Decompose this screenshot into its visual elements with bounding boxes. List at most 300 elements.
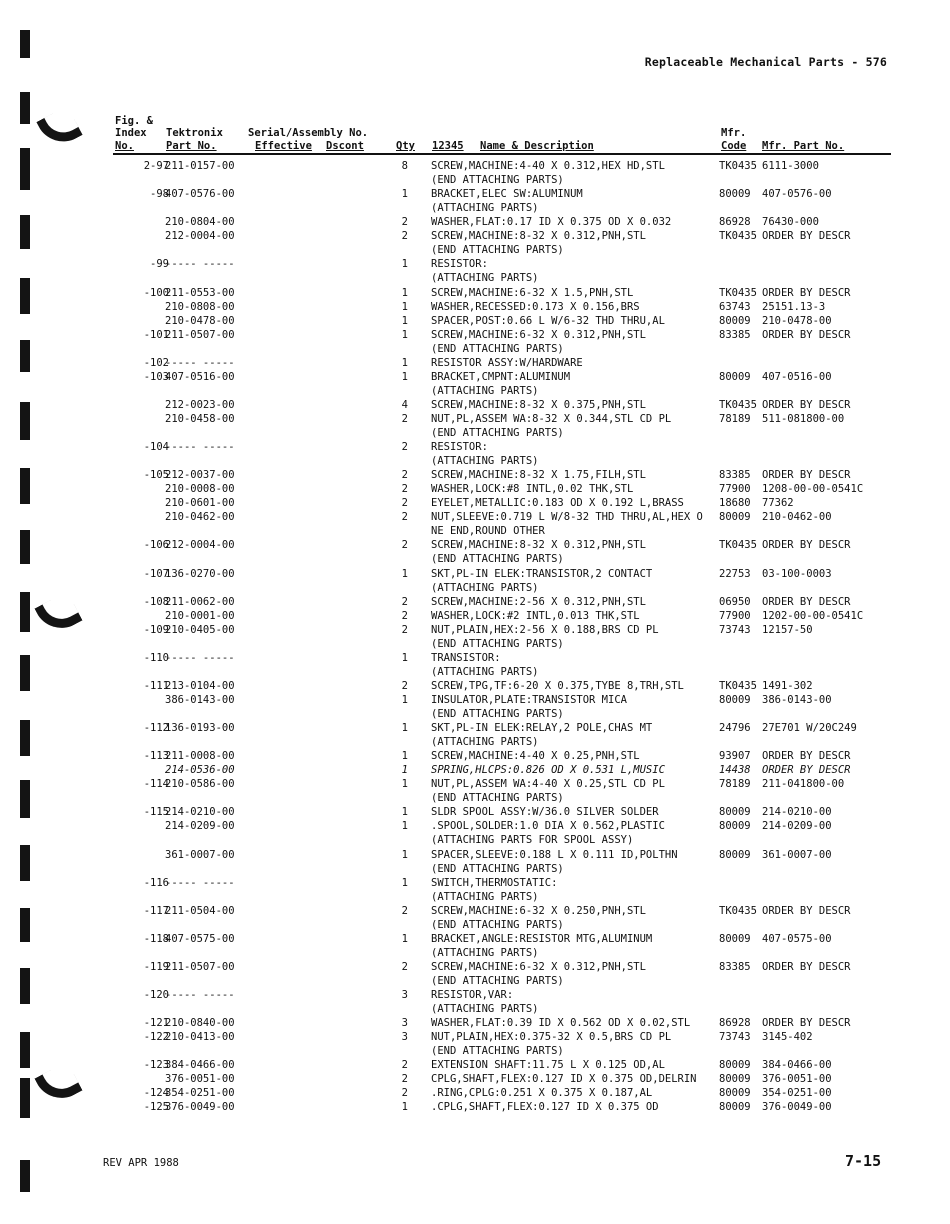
row-mfr-code: TK0435 [719,160,757,172]
table-row [0,357,950,370]
table-row [0,1003,950,1016]
row-qty: 1 [401,932,408,945]
row-description: NUT,PL,ASSEM WA:8-32 X 0.344,STL CD PL [431,412,672,425]
row-description: WASHER,LOCK:#8 INTL,0.02 THK,STL [431,483,634,496]
row-mfr-code: 73743 [719,623,751,636]
row-qty: 1 [401,750,408,763]
row-fig: -110 [143,651,169,664]
row-fig: -106 [143,539,169,552]
row-description: SCREW,MACHINE:8-32 X 0.312,PNH,STL [431,539,646,552]
row-qty: 2 [401,623,408,636]
table-row [0,525,950,538]
row-qty: 3 [401,1031,408,1044]
row-mfr-code: 77900 [719,609,751,622]
row-description: RESISTOR ASSY:W/HARDWARE [431,356,583,369]
row-part-number: ----- ----- [165,989,235,1001]
row-part-number: 214-0536-00 [165,764,235,777]
row-part-number: 211-0504-00 [165,904,235,917]
row-mfr-part-number: 03-100-0003 [762,567,832,580]
row-mfr-code: 80009 [719,370,751,383]
row-description: WASHER,FLAT:0.39 ID X 0.562 OD X 0.02,STL [431,1017,691,1030]
row-mfr-code: 80009 [719,188,751,201]
table-row [0,188,950,201]
row-description: SLDR SPOOL ASSY:W/36.0 SILVER SOLDER [431,806,659,819]
table-row [0,778,950,791]
table-row [0,1101,950,1114]
row-fig: -102 [143,356,169,369]
table-row [0,961,950,974]
table-row [0,905,950,918]
row-part-number: 211-0157-00 [165,160,235,172]
header-part-2: Part No. [166,140,217,152]
row-description: NUT,PLAIN,HEX:0.375-32 X 0.5,BRS CD PL [431,1031,672,1044]
row-mfr-part-number: 211-041800-00 [762,778,845,791]
row-fig: -116 [143,876,169,889]
row-mfr-part-number: 376-0049-00 [762,1101,832,1114]
table-row [0,160,950,173]
table-row [0,497,950,510]
header-effective: Effective [255,140,312,152]
row-mfr-part-number: 407-0516-00 [762,370,832,383]
row-fig: -115 [143,806,169,819]
row-description: .SPOOL,SOLDER:1.0 DIA X 0.562,PLASTIC [431,820,665,833]
table-row [0,792,950,805]
row-fig: -99 [150,258,169,271]
row-description: (END ATTACHING PARTS) [431,637,564,650]
header-fig-2: Index [115,127,147,139]
row-mfr-code: 80009 [719,1087,751,1100]
table-row [0,441,950,454]
row-part-number: 407-0516-00 [165,370,235,383]
row-description: NE END,ROUND OTHER [431,525,545,538]
row-description: .CPLG,SHAFT,FLEX:0.127 ID X 0.375 OD [431,1101,659,1114]
row-mfr-part-number: ORDER BY DESCR [762,595,851,608]
row-mfr-code: TK0435 [719,286,757,299]
row-part-number: ----- ----- [165,441,235,453]
row-fig: -98 [150,188,169,201]
row-mfr-part-number: ORDER BY DESCR [762,230,851,243]
table-row [0,666,950,679]
row-description: NUT,PLAIN,HEX:2-56 X 0.188,BRS CD PL [431,623,659,636]
table-row [0,455,950,468]
header-mfr-2: Code [721,140,747,152]
row-description: (ATTACHING PARTS) [431,890,539,903]
row-mfr-part-number: ORDER BY DESCR [762,398,851,411]
row-qty: 1 [401,1101,408,1114]
row-fig: -104 [143,441,169,453]
row-fig: -103 [143,370,169,383]
table-row [0,891,950,904]
row-mfr-part-number: 376-0051-00 [762,1073,832,1086]
row-mfr-code: TK0435 [719,230,757,243]
row-part-number: 210-0601-00 [165,497,235,510]
row-description: NUT,PL,ASSEM WA:4-40 X 0.25,STL CD PL [431,778,665,791]
row-part-number: 211-0507-00 [165,960,235,973]
row-part-number: 136-0270-00 [165,567,235,580]
row-mfr-code: 86928 [719,216,751,229]
row-part-number: 212-0037-00 [165,469,235,482]
row-description: SWITCH,THERMOSTATIC: [431,876,558,889]
row-fig: -117 [143,904,169,917]
row-mfr-part-number: ORDER BY DESCR [762,764,851,777]
row-qty: 2 [401,595,408,608]
row-part-number: 210-0586-00 [165,778,235,791]
header-desc-num: 12345 [432,140,464,152]
row-mfr-code: 78189 [719,412,751,425]
row-mfr-part-number: 407-0576-00 [762,188,832,201]
row-part-number: ----- ----- [165,651,235,664]
row-description: TRANSISTOR: [431,651,501,664]
table-row [0,272,950,285]
row-mfr-code: 06950 [719,595,751,608]
row-part-number: 211-0553-00 [165,286,235,299]
row-description: (ATTACHING PARTS) [431,1003,539,1015]
table-row [0,933,950,946]
table-row [0,230,950,243]
row-mfr-part-number: 25151.13-3 [762,300,826,313]
row-description: (END ATTACHING PARTS) [431,974,564,987]
table-row [0,750,950,763]
table-row [0,329,950,342]
row-part-number: 213-0104-00 [165,679,235,692]
row-part-number: 212-0004-00 [165,539,235,552]
header-desc-label: Name & Description [480,140,594,152]
row-part-number: 214-0210-00 [165,806,235,819]
row-qty: 8 [401,160,408,172]
table-row [0,427,950,440]
table-row [0,216,950,229]
row-description: SCREW,MACHINE:4-40 X 0.312,HEX HD,STL [431,160,665,172]
row-mfr-code: 80009 [719,1059,751,1072]
table-row [0,399,950,412]
row-qty: 1 [401,567,408,580]
row-mfr-part-number: ORDER BY DESCR [762,328,851,341]
footer-page-number: 7-15 [845,1152,882,1170]
row-part-number: 210-0008-00 [165,483,235,496]
table-row [0,1059,950,1072]
table-row [0,582,950,595]
row-mfr-part-number: 407-0575-00 [762,932,832,945]
table-row [0,244,950,257]
row-qty: 2 [401,441,408,453]
row-description: SCREW,MACHINE:6-32 X 0.250,PNH,STL [431,904,646,917]
row-part-number: 210-0462-00 [165,511,235,524]
row-mfr-code: TK0435 [719,398,757,411]
table-row [0,469,950,482]
table-row [0,315,950,328]
row-description: SCREW,MACHINE:6-32 X 1.5,PNH,STL [431,286,634,299]
header-rule [113,153,891,155]
row-mfr-code: 24796 [719,722,751,734]
header-part-1: Tektronix [166,127,223,139]
row-qty: 1 [401,370,408,383]
row-part-number: 376-0051-00 [165,1073,235,1086]
table-row [0,1045,950,1058]
row-mfr-code: TK0435 [719,539,757,552]
row-part-number: 210-0001-00 [165,609,235,622]
table-row [0,539,950,552]
row-mfr-code: 86928 [719,1017,751,1030]
row-mfr-code: 73743 [719,1031,751,1044]
row-description: RESISTOR: [431,441,488,453]
row-description: SPACER,POST:0.66 L W/6-32 THD THRU,AL [431,314,665,327]
row-mfr-code: 80009 [719,820,751,833]
row-qty: 2 [401,216,408,229]
row-description: SCREW,MACHINE:6-32 X 0.312,PNH,STL [431,328,646,341]
table-row [0,989,950,1002]
row-fig: -121 [143,1017,169,1030]
row-description: (END ATTACHING PARTS) [431,708,564,720]
row-part-number: 212-0004-00 [165,230,235,243]
row-description: WASHER,FLAT:0.17 ID X 0.375 OD X 0.032 [431,216,672,229]
row-description: SKT,PL-IN ELEK:TRANSISTOR,2 CONTACT [431,567,653,580]
row-fig: -118 [143,932,169,945]
row-description: (END ATTACHING PARTS) [431,426,564,439]
header-serial: Serial/Assembly No. [248,127,369,139]
row-description: (ATTACHING PARTS) [431,384,539,397]
row-qty: 1 [401,722,408,734]
row-qty: 2 [401,1059,408,1072]
row-part-number: 210-0840-00 [165,1017,235,1030]
row-description: (ATTACHING PARTS) [431,272,539,285]
table-row [0,553,950,566]
row-part-number: 214-0209-00 [165,820,235,833]
table-row [0,287,950,300]
row-part-number: ----- ----- [165,356,235,369]
row-part-number: 211-0008-00 [165,750,235,763]
row-mfr-part-number: ORDER BY DESCR [762,904,851,917]
table-row [0,694,950,707]
row-qty: 1 [401,286,408,299]
row-mfr-code: 80009 [719,1073,751,1086]
row-fig: 2-97 [143,160,169,172]
row-mfr-code: 22753 [719,567,751,580]
table-row [0,624,950,637]
row-qty: 2 [401,679,408,692]
row-mfr-part-number: ORDER BY DESCR [762,1017,851,1030]
row-part-number: ----- ----- [165,258,235,271]
row-description: SCREW,MACHINE:4-40 X 0.25,PNH,STL [431,750,640,763]
row-description: .RING,CPLG:0.251 X 0.375 X 0.187,AL [431,1087,653,1100]
row-fig: -120 [143,989,169,1001]
row-qty: 2 [401,1087,408,1100]
row-fig: -119 [143,960,169,973]
row-part-number: 210-0804-00 [165,216,235,229]
row-part-number: 386-0143-00 [165,693,235,706]
row-qty: 2 [401,497,408,510]
row-fig: -123 [143,1059,169,1072]
table-row [0,511,950,524]
row-description: CPLG,SHAFT,FLEX:0.127 ID X 0.375 OD,DELRIN [431,1073,697,1086]
row-mfr-part-number: 361-0007-00 [762,848,832,861]
row-qty: 1 [401,693,408,706]
row-qty: 1 [401,188,408,201]
row-mfr-code: 77900 [719,483,751,496]
row-mfr-code: 80009 [719,1101,751,1114]
table-row [0,258,950,271]
row-mfr-code: 78189 [719,778,751,791]
table-row [0,568,950,581]
row-description: WASHER,LOCK:#2 INTL,0.013 THK,STL [431,609,640,622]
header-mfr-1: Mfr. [721,127,747,139]
table-row [0,596,950,609]
row-mfr-part-number: 386-0143-00 [762,693,832,706]
row-part-number: 210-0405-00 [165,623,235,636]
row-qty: 1 [401,876,408,889]
row-fig: -125 [143,1101,169,1114]
row-qty: 2 [401,230,408,243]
table-row [0,863,950,876]
row-fig: -100 [143,286,169,299]
row-mfr-part-number: ORDER BY DESCR [762,469,851,482]
table-row [0,1031,950,1044]
row-qty: 1 [401,806,408,819]
row-qty: 1 [401,764,408,777]
row-description: (END ATTACHING PARTS) [431,1045,564,1058]
row-description: INSULATOR,PLATE:TRANSISTOR MICA [431,693,627,706]
row-description: SKT,PL-IN ELEK:RELAY,2 POLE,CHAS MT [431,722,653,734]
row-description: NUT,SLEEVE:0.719 L W/8-32 THD THRU,AL,HEX O [431,511,703,524]
row-part-number: 354-0251-00 [165,1087,235,1100]
row-description: (ATTACHING PARTS FOR SPOOL ASSY) [431,834,634,847]
row-description: SCREW,MACHINE:6-32 X 0.312,PNH,STL [431,960,646,973]
row-part-number: 212-0023-00 [165,398,235,411]
row-mfr-code: 80009 [719,693,751,706]
row-mfr-code: 63743 [719,300,751,313]
row-part-number: 210-0413-00 [165,1031,235,1044]
header-fig-3: No. [115,140,134,152]
row-mfr-code: 80009 [719,511,751,524]
row-description: SCREW,MACHINE:8-32 X 1.75,FILH,STL [431,469,646,482]
row-mfr-part-number: 6111-3000 [762,160,819,172]
row-mfr-part-number: ORDER BY DESCR [762,286,851,299]
row-mfr-part-number: 1202-00-00-0541C [762,609,864,622]
table-row [0,652,950,665]
row-part-number: 210-0808-00 [165,300,235,313]
row-qty: 3 [401,1017,408,1030]
row-fig: -107 [143,567,169,580]
row-description: (END ATTACHING PARTS) [431,918,564,931]
row-mfr-part-number: 210-0462-00 [762,511,832,524]
table-row [0,202,950,215]
row-mfr-part-number: 76430-000 [762,216,819,229]
row-description: (END ATTACHING PARTS) [431,553,564,566]
row-part-number: 136-0193-00 [165,722,235,734]
row-fig: -108 [143,595,169,608]
row-description: (END ATTACHING PARTS) [431,174,564,187]
row-qty: 1 [401,258,408,271]
row-qty: 2 [401,511,408,524]
row-mfr-part-number: 27E701 W/20C249 [762,722,857,734]
row-qty: 2 [401,1073,408,1086]
row-mfr-code: 83385 [719,469,751,482]
table-row [0,849,950,862]
row-description: (ATTACHING PARTS) [431,665,539,678]
row-description: (END ATTACHING PARTS) [431,862,564,875]
row-mfr-code: 80009 [719,848,751,861]
row-part-number: 361-0007-00 [165,848,235,861]
row-fig: -113 [143,750,169,763]
row-qty: 3 [401,989,408,1001]
row-description: RESISTOR: [431,258,488,271]
row-qty: 2 [401,412,408,425]
row-part-number: 384-0466-00 [165,1059,235,1072]
table-row [0,764,950,777]
table-row [0,413,950,426]
table-row [0,947,950,960]
row-qty: 2 [401,904,408,917]
table-row [0,343,950,356]
row-mfr-part-number: ORDER BY DESCR [762,539,851,552]
row-part-number: 407-0575-00 [165,932,235,945]
row-description: (ATTACHING PARTS) [431,581,539,594]
row-description: (ATTACHING PARTS) [431,455,539,468]
row-fig: -109 [143,623,169,636]
row-description: (ATTACHING PARTS) [431,946,539,959]
row-description: RESISTOR,VAR: [431,989,514,1001]
row-mfr-code: TK0435 [719,679,757,692]
row-description: BRACKET,ELEC SW:ALUMINUM [431,188,583,201]
row-mfr-part-number: ORDER BY DESCR [762,960,851,973]
row-description: (END ATTACHING PARTS) [431,244,564,257]
row-part-number: 210-0458-00 [165,412,235,425]
row-mfr-part-number: 77362 [762,497,794,510]
row-qty: 1 [401,300,408,313]
row-mfr-code: 83385 [719,960,751,973]
table-row [0,371,950,384]
table-row [0,834,950,847]
table-row [0,722,950,735]
table-row [0,610,950,623]
row-mfr-code: 80009 [719,314,751,327]
table-row [0,1017,950,1030]
row-qty: 2 [401,539,408,552]
row-mfr-part-number: 384-0466-00 [762,1059,832,1072]
row-mfr-code: 83385 [719,328,751,341]
row-description: SPRING,HLCPS:0.826 OD X 0.531 L,MUSIC [431,764,665,777]
row-qty: 1 [401,778,408,791]
row-fig: -112 [143,722,169,734]
row-mfr-code: TK0435 [719,904,757,917]
table-row [0,1073,950,1086]
table-row [0,483,950,496]
row-qty: 1 [401,356,408,369]
row-fig: -105 [143,469,169,482]
row-description: SCREW,MACHINE:8-32 X 0.312,PNH,STL [431,230,646,243]
row-part-number: 211-0062-00 [165,595,235,608]
parts-table [0,160,950,1130]
table-row [0,806,950,819]
table-row [0,820,950,833]
row-mfr-code: 14438 [719,764,751,777]
row-part-number: 376-0049-00 [165,1101,235,1114]
row-mfr-part-number: 214-0209-00 [762,820,832,833]
row-mfr-code: 93907 [719,750,751,763]
row-description: SCREW,TPG,TF:6-20 X 0.375,TYBE 8,TRH,STL [431,679,684,692]
table-row [0,708,950,721]
header-dscont: Dscont [326,140,364,152]
row-part-number: ----- ----- [165,876,235,889]
row-qty: 2 [401,483,408,496]
row-part-number: 211-0507-00 [165,328,235,341]
row-mfr-code: 80009 [719,932,751,945]
row-qty: 1 [401,651,408,664]
page-title: Replaceable Mechanical Parts - 576 [644,55,887,69]
row-mfr-code: 80009 [719,806,751,819]
table-row [0,385,950,398]
row-description: SCREW,MACHINE:8-32 X 0.375,PNH,STL [431,398,646,411]
row-description: EYELET,METALLIC:0.183 OD X 0.192 L,BRASS [431,497,684,510]
